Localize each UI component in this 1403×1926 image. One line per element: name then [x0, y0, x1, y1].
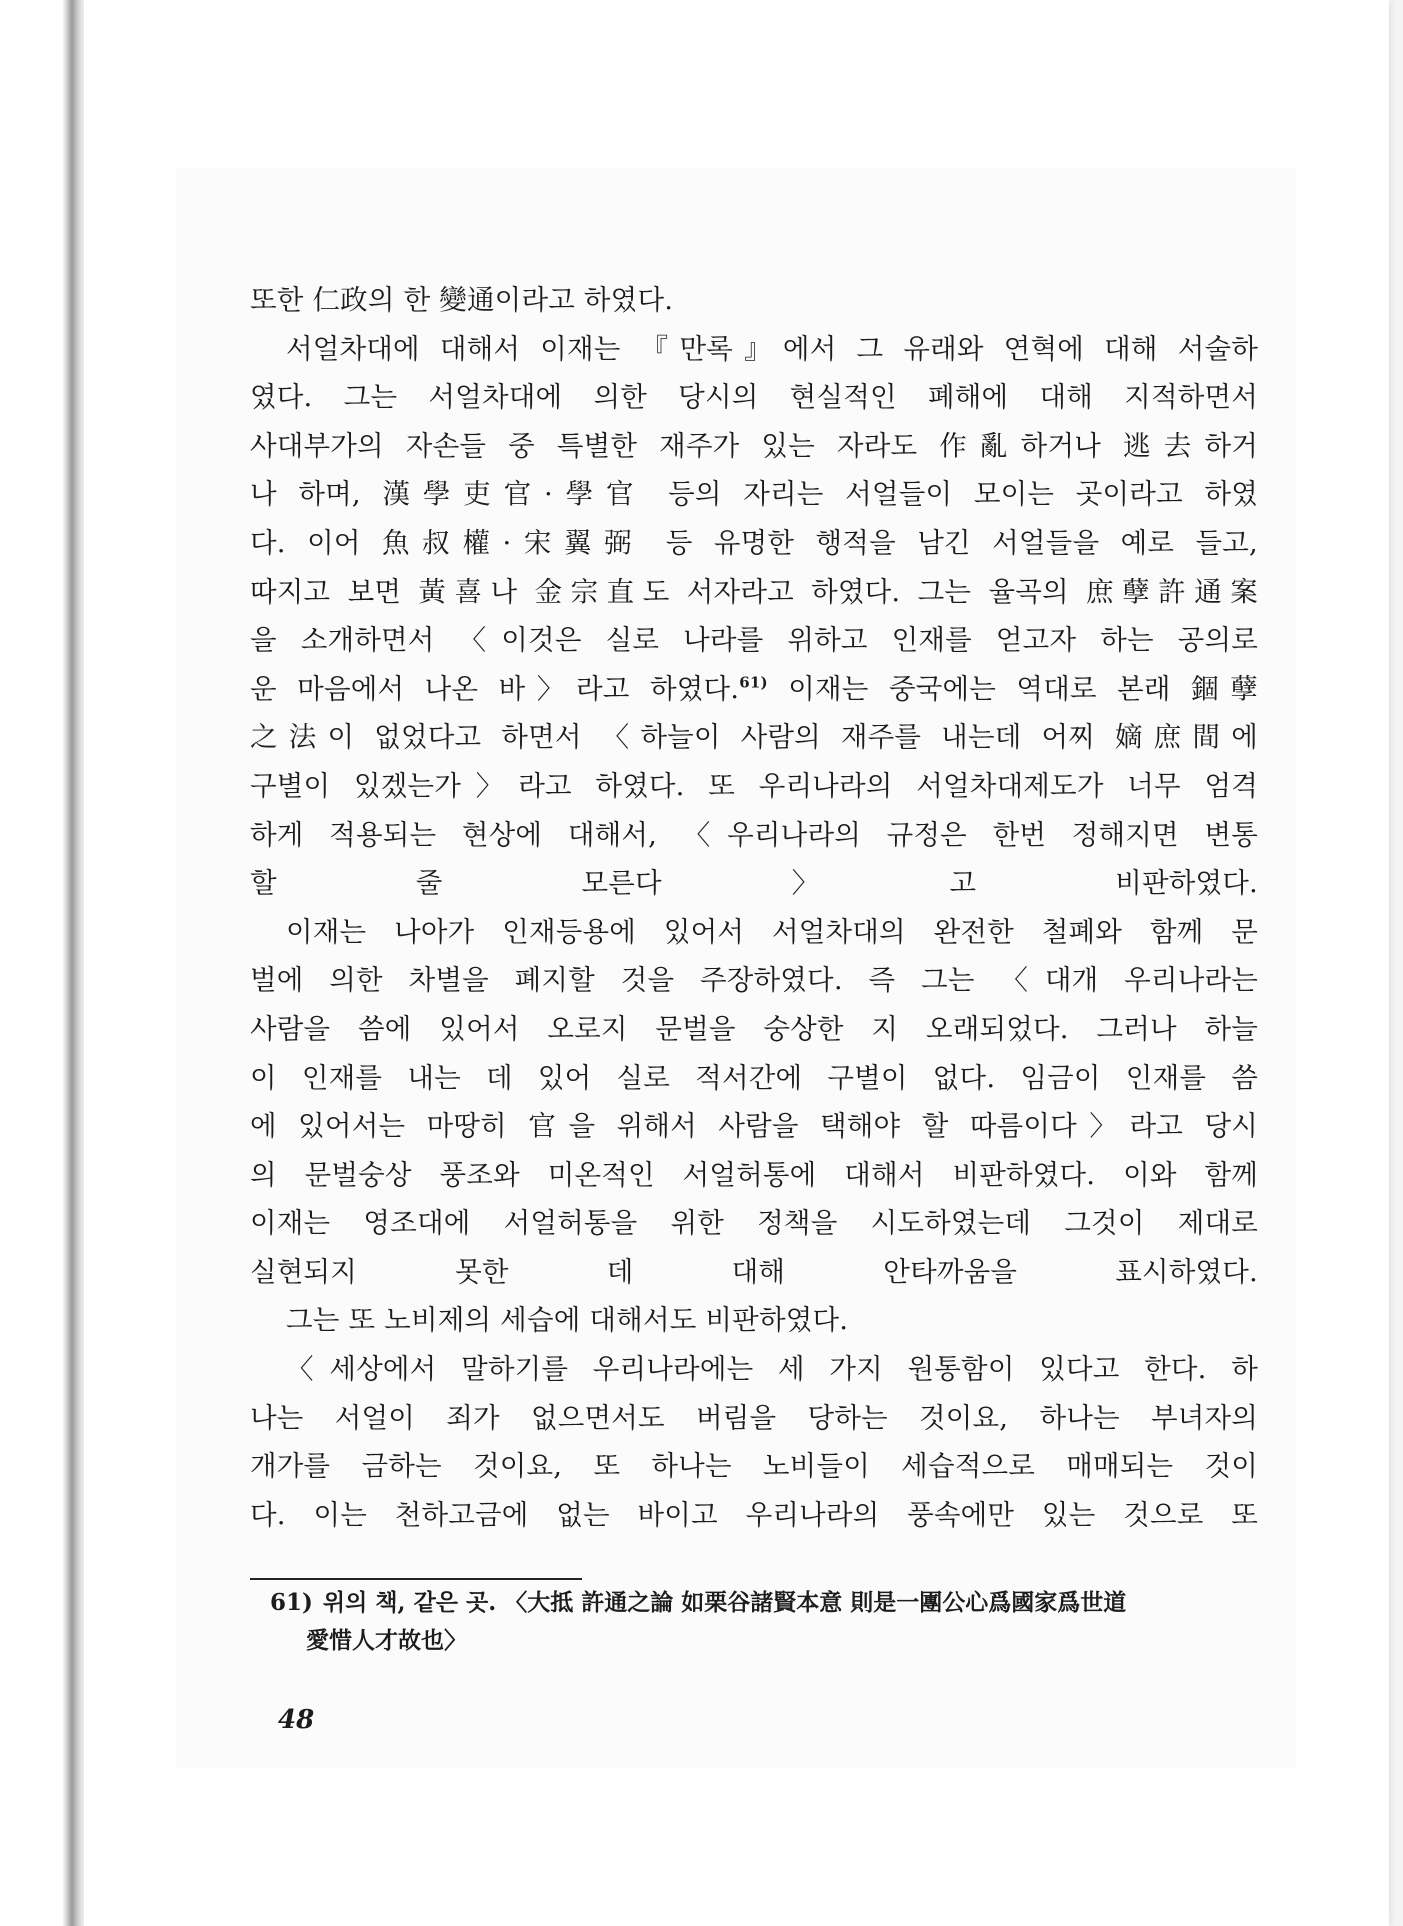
body-text — [250, 276, 1258, 1539]
paragraph-3 — [250, 908, 1258, 1297]
footnote-line-2: 愛惜人才故也〉 — [306, 1627, 467, 1654]
text-line: 구별이 있겠는가〉라고 하였다. 또 우리나라의 서얼차대제도가 너무 엄격 — [250, 769, 1258, 802]
text-line: 에 있어서는 마땅히 官을 위해서 사람을 택해야 할 따름이다〉라고 당시 — [250, 1110, 1258, 1143]
footnote-61 — [270, 1584, 1258, 1660]
book-spine — [0, 0, 84, 1926]
footnote-line-1: 위의 책, 같은 곳. 〈大抵 許通之論 如栗谷諸賢本意 則是一團公心爲國家爲世道 — [322, 1589, 1127, 1616]
text-line: 따지고 보면 黃喜나 金宗直도 서자라고 하였다. 그는 율곡의 庶孽許通案 — [250, 575, 1258, 608]
paragraph-5 — [250, 1345, 1258, 1539]
text-line: 之法이 없었다고 하면서 〈하늘이 사람의 재주를 내는데 어찌 嫡庶間에 — [250, 721, 1258, 754]
page-number: 48 — [278, 1705, 315, 1735]
footnote-divider — [250, 1578, 582, 1580]
text-line: 서얼차대에 대해서 이재는 『만록』에서 그 유래와 연혁에 대해 서술하 — [286, 332, 1258, 365]
text-line: 나 하며, 漢學吏官·學官 등의 자리는 서얼들이 모이는 곳이라고 하였 — [250, 478, 1258, 511]
paragraph-1 — [250, 276, 1258, 325]
text-line: 또한 仁政의 한 變通이라고 하였다. — [250, 284, 674, 316]
text-line: 하게 적용되는 현상에 대해서, 〈우리나라의 규정은 한번 정해지면 변통 — [250, 818, 1258, 851]
text-line: 을 소개하면서 〈이것은 실로 나라를 위하고 인재를 얻고자 하는 공의로 — [250, 624, 1258, 657]
text-line: 할 줄 모른다〉고 비판하였다. — [250, 867, 1258, 900]
text-line: 이재는 영조대에 서얼허통을 위한 정책을 시도하였는데 그것이 제대로 — [250, 1207, 1258, 1240]
text-line: 운 마음에서 나온 바〉라고 하였다. — [250, 672, 740, 705]
text-line: 그는 또 노비제의 세습에 대해서도 비판하였다. — [286, 1304, 849, 1337]
text-line: 〈세상에서 말하기를 우리나라에는 세 가지 원통함이 있다고 한다. 하 — [286, 1353, 1258, 1386]
text-line: 였다. 그는 서얼차대에 의한 당시의 현실적인 폐해에 대해 지적하면서 — [250, 381, 1258, 414]
text-line: 개가를 금하는 것이요, 또 하나는 노비들이 세습적으로 매매되는 것이 — [250, 1450, 1258, 1483]
text-line: 실현되지 못한 데 대해 안타까움을 표시하였다. — [250, 1255, 1258, 1288]
paragraph-4 — [250, 1296, 1258, 1345]
text-line: 다. 이는 천하고금에 없는 바이고 우리나라의 풍속에만 있는 것으로 또 — [250, 1498, 1258, 1531]
text-line: 이재는 중국에는 역대로 본래 錮孽 — [767, 672, 1258, 705]
text-line: 나는 서얼이 죄가 없으면서도 버림을 당하는 것이요, 하나는 부녀자의 — [250, 1401, 1258, 1434]
text-line: 이 인재를 내는 데 있어 실로 적서간에 구별이 없다. 임금이 인재를 씀 — [250, 1061, 1258, 1094]
text-line: 사람을 씀에 있어서 오로지 문벌을 숭상한 지 오래되었다. 그러나 하늘 — [250, 1012, 1258, 1045]
text-line: 다. 이어 魚叔權·宋翼弼 등 유명한 행적을 남긴 서얼들을 예로 들고, — [250, 526, 1258, 559]
text-line: 이재는 나아가 인재등용에 있어서 서얼차대의 완전한 철폐와 함께 문 — [286, 915, 1258, 948]
footnote-reference[interactable]: 61) — [739, 673, 768, 692]
footnote-number: 61) — [270, 1589, 313, 1616]
text-line: 의 문벌숭상 풍조와 미온적인 서얼허통에 대해서 비판하였다. 이와 함께 — [250, 1158, 1258, 1191]
text-line: 사대부가의 자손들 중 특별한 재주가 있는 자라도 作亂하거나 逃去하거 — [250, 429, 1258, 462]
paragraph-2 — [250, 325, 1258, 908]
text-line: 벌에 의한 차별을 폐지할 것을 주장하였다. 즉 그는 〈대개 우리나라는 — [250, 964, 1258, 997]
